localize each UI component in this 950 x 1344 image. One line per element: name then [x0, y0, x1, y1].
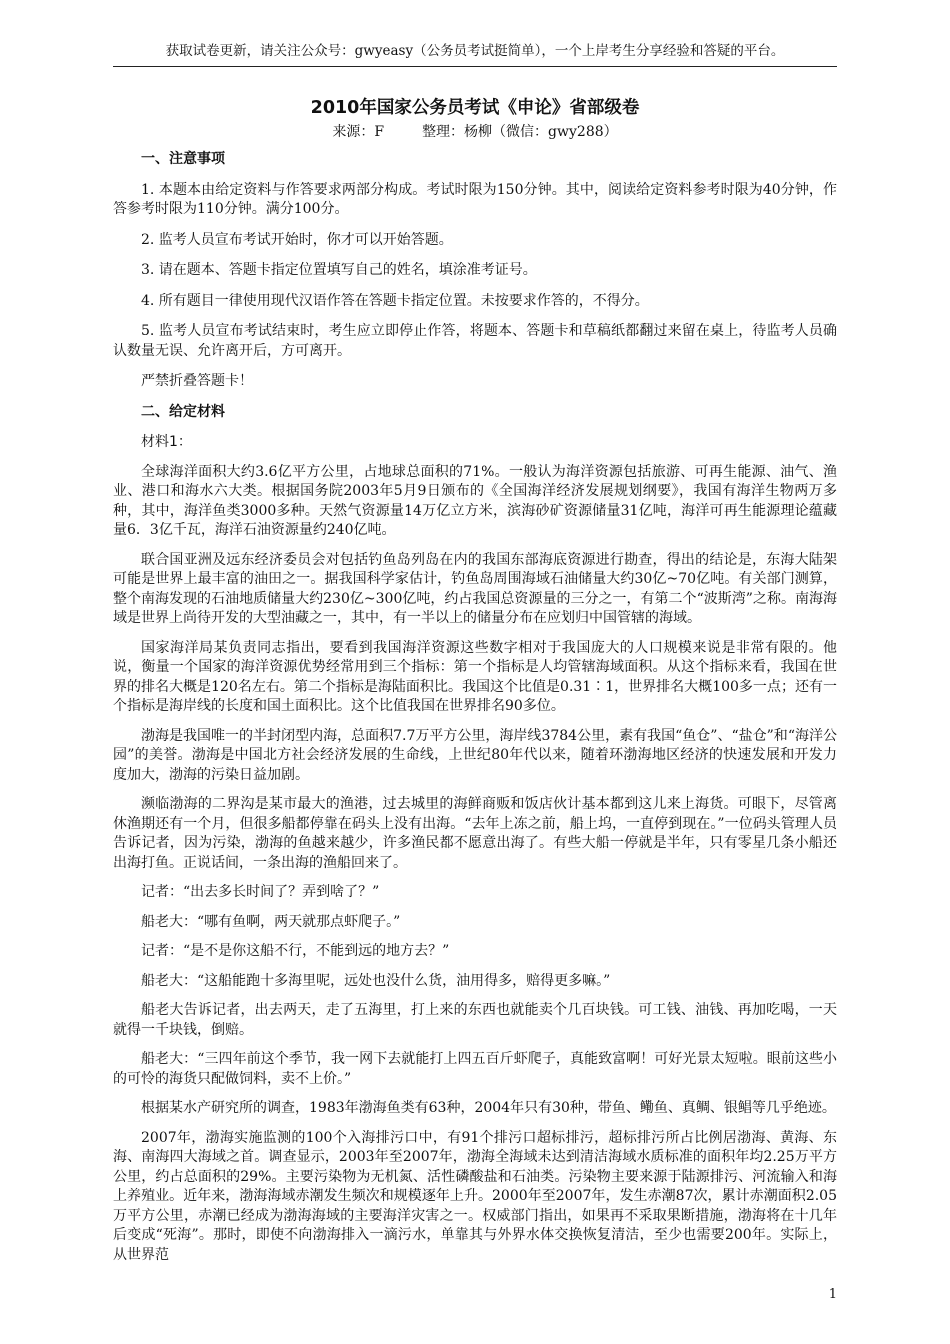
material-paragraph-3: 国家海洋局某负责同志指出，要看到我国海洋资源这些数字相对于我国庞大的人口规模来说是非常有限的。他说，衡量一个国家的海洋资源优势经常用到三个指标：第一个指标是人均管辖海域面积。从这个指标来看，我国在世界的排名大概是120名左右。第二个指标是海陆面积比。我国这个比值是0.31∶1，世界排名大概100多一点；还有一个指标是海岸线的长度和国土面积比。这个比值我国在世界排名90多位。 — [113, 639, 837, 714]
document-body — [113, 150, 837, 1275]
section-heading-notes: 一、注意事项 — [141, 151, 225, 167]
dialogue-line-4: 船老大：“这船能跑十多海里呢，远处也没什么货，油用得多，赔得更多嘛。” — [141, 972, 611, 989]
note-item-3: 3. 请在题本、答题卡指定位置填写自己的姓名，填涂准考证号。 — [141, 262, 537, 278]
material-paragraph-6: 船老大告诉记者，出去两天，走了五海里，打上来的东西也就能卖个几百块钱。可工钱、油钱、再加吃喝，一天就得一千块钱，倒赔。 — [113, 1002, 837, 1038]
material-paragraph-5: 濒临渤海的二界沟是某市最大的渔港，过去城里的海鲜商贩和饭店伙计基本都到这儿来上海货。可眼下，尽管离休渔期还有一个月，但很多船都停靠在码头上没有出海。“去年上冻之前，船上坞，一直停到现在。”一位码头管理人员告诉记者，因为污染，渤海的鱼越来越少，许多渔民都不愿意出海了。有些大船一停就是半年，只有零星几条小船还出海打鱼。正说话间，一条出海的渔船回来了。 — [113, 796, 837, 871]
note-item-1: 1. 本题本由给定资料与作答要求两部分构成。考试时限为150分钟。其中，阅读给定资料参考时限为40分钟，作答参考时限为110分钟。满分100分。 — [113, 181, 837, 217]
document-title: 2010年国家公务员考试《申论》省部级卷 — [310, 98, 640, 118]
dialogue-line-2: 船老大：“哪有鱼啊，两天就那点虾爬子。” — [141, 913, 401, 930]
note-item-4: 4. 所有题目一律使用现代汉语作答在答题卡指定位置。未按要求作答的，不得分。 — [141, 292, 649, 309]
material-paragraph-8: 2007年，渤海实施监测的100个入海排污口中，有91个排污口超标排污，超标排污所占比例居渤海、黄海、东海、南海四大海域之首。调查显示，2003年至2007年，渤海全海域未达到清洁海域水质标准的面积年均2.25万平方公里，约占总面积的29%。主要污染物为无机氮、活性磷酸盐和石油类。污染物主要来源于陆源排污、河流输入和海上养殖业。近年来，渤海海域赤潮发生频次和规模逐年上升。2000年至2007年，发生赤潮87次，累计赤潮面积2.05万平方公里，赤潮已经成为渤海海域的主要海洋灾害之一。权威部门指出，如果再不采取果断措施，渤海将在十几年后变成“死海”。那时，即使不向渤海排入一滴污水，单靠其与外界水体交换恢复清洁，至少也需要200年。实际上，从世界范 — [113, 1129, 837, 1263]
material-paragraph-2: 联合国亚洲及远东经济委员会对包括钓鱼岛列岛在内的我国东部海底资源进行勘查，得出的结论是，东海大陆架可能是世界上最丰富的油田之一。据我国科学家估计，钓鱼岛周围海域石油储量大约30亿~70亿吨。有关部门测算，整个南海发现的石油地质储量大约230亿~300亿吨，约占我国总资源量的三分之一，有第二个“波斯湾”之称。南海海域是世界上尚待开发的大型油藏之一，其中，有一半以上的储量分布在应划归中国管辖的海域。 — [113, 551, 837, 626]
header-divider — [113, 66, 837, 67]
dialogue-line-1: 记者：“出去多长时间了？弄到啥了？” — [141, 884, 380, 900]
section-heading-materials: 二、给定材料 — [141, 403, 225, 420]
material-paragraph-4: 渤海是我国唯一的半封闭型内海，总面积7.7万平方公里，海岸线3784公里，素有我国“鱼仓”、“盐仓”和“海洋公园”的美誉。渤海是中国北方社会经济发展的生命线，上世纪80年代以来，随着环渤海地区经济的快速发展和开发力度加大，渤海的污染日益加剧。 — [113, 727, 837, 783]
editor-label: 整理：杨柳（微信：gwy288） — [422, 124, 618, 140]
document-source — [0, 123, 950, 141]
page-number: 1 — [828, 1287, 837, 1302]
source-label: 来源：F — [332, 124, 385, 140]
note-item-5: 5. 监考人员宣布考试结束时，考生应立即停止作答，将题本、答题卡和草稿纸都翻过来留在桌上，待监考人员确认数量无误、允许离开后，方可离开。 — [113, 323, 837, 359]
header-notice: 获取试卷更新，请关注公众号：gwyeasy（公务员考试挺简单），一个上岸考生分享经验和答疑的平台。 — [165, 43, 785, 59]
material-label: 材料1： — [141, 434, 192, 450]
note-warning: 严禁折叠答题卡！ — [141, 373, 253, 389]
material-paragraph-7: 根据某水产研究所的调查，1983年渤海鱼类有63种，2004年只有30种，带鱼、鳓鱼、真鲷、银鲳等几乎绝迹。 — [141, 1100, 836, 1116]
dialogue-line-5: 船老大：“三四年前这个季节，我一网下去就能打上四五百斤虾爬子，真能致富啊！可好光景太短啦。眼前这些小的可怜的海货只配做饲料，卖不上价。” — [113, 1051, 837, 1087]
dialogue-line-3: 记者：“是不是你这船不行，不能到远的地方去？” — [141, 943, 450, 959]
material-paragraph-1: 全球海洋面积大约3.6亿平方公里，占地球总面积的71%。一般认为海洋资源包括旅游、可再生能源、油气、渔业、港口和海水六大类。根据国务院2003年5月9日颁布的《全国海洋经济发展规划纲要》，我国有海洋生物两万多种，其中，海洋鱼类3000多种。天然气资源量14万亿立方米，滨海砂矿资源储量31亿吨，海洋可再生能源理论蕴藏量6．3亿千瓦，海洋石油资源量约240亿吨。 — [113, 463, 837, 538]
note-item-2: 2. 监考人员宣布考试开始时，你才可以开始答题。 — [141, 231, 453, 248]
